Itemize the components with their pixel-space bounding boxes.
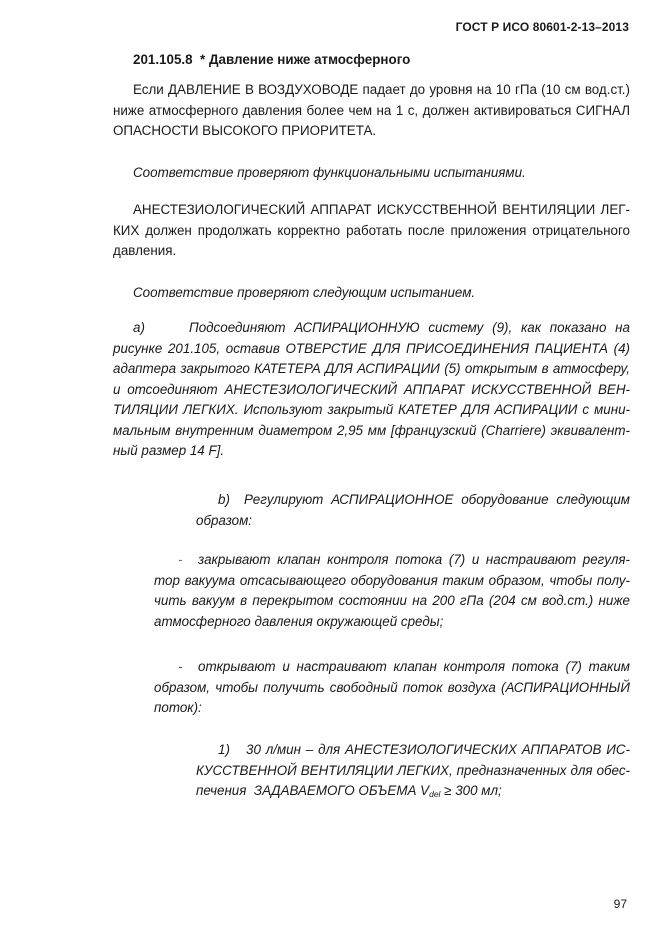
- list-item-line: - закрывают клапан контроля потока (7) и настраивают регуля-: [154, 550, 630, 571]
- list-marker: a): [133, 320, 145, 335]
- list-item-1: [196, 740, 630, 805]
- list-item-line: КУССТВЕННОЙ ВЕНТИЛЯЦИИ ЛЕГКИХ, предназначенных для обес-: [196, 762, 630, 778]
- list-item-line: - открывают и настраивают клапан контроля потока (7) таким: [154, 657, 630, 678]
- section-number: 201.105.8: [133, 52, 193, 67]
- page-number: 97: [613, 897, 627, 911]
- list-item-line: адаптера закрытого КАТЕТЕРА ДЛЯ АСПИРАЦИИ (5) открытым в атмосферу,: [113, 361, 630, 376]
- paragraph-line: КИХ должен продолжать корректно работать после приложения отрицательного: [113, 222, 630, 238]
- paragraph-2: Соответствие проверяют функциональными испытаниями.: [133, 165, 526, 180]
- list-item-line: поток):: [154, 700, 202, 715]
- list-item-line: b) Регулируют АСПИРАЦИОННОЕ оборудование следующим: [196, 490, 630, 511]
- paragraph-line: ниже атмосферного давления более чем на 1 с, должен активироваться СИГНАЛ: [113, 102, 630, 118]
- section-title: * Давление ниже атмосферного: [200, 52, 411, 67]
- section-heading: [133, 50, 630, 71]
- list-item-line: чить вакуум в перекрытом состоянии на 200 гПа (204 см вод.ст.) ниже: [154, 593, 630, 608]
- list-item-a: [113, 318, 630, 462]
- list-item-line: атмосферного давления окружающей среды;: [154, 613, 444, 629]
- list-item-line: образом:: [196, 512, 253, 528]
- paragraph-1: [113, 80, 630, 142]
- list-item-line: ТИЛЯЦИИ ЛЕГКИХ. Используют закрытый КАТЕТЕР ДЛЯ АСПИРАЦИИ с мини-: [113, 402, 630, 417]
- list-item-line: 1) 30 л/мин – для АНЕСТЕЗИОЛОГИЧЕСКИХ АППАРАТОВ ИС-: [196, 740, 630, 761]
- paragraph-3: [113, 200, 630, 262]
- dash-marker: -: [178, 659, 183, 674]
- list-item-line: и отсоединяют АНЕСТЕЗИОЛОГИЧЕСКИЙ АППАРАТ ИСКУССТВЕННОЙ ВЕН-: [113, 381, 630, 397]
- list-item-line: печения ЗАДАВАЕМОГО ОБЪЕМА $V_{del} \ge 300$ мл;: [196, 783, 502, 799]
- list-item-b: [196, 490, 630, 531]
- dash-marker: -: [178, 552, 183, 567]
- paragraph-line: АНЕСТЕЗИОЛОГИЧЕСКИЙ АППАРАТ ИСКУССТВЕННОЙ ВЕНТИЛЯЦИИ ЛЕГ-: [133, 202, 630, 217]
- document-header: ГОСТ Р ИСО 80601-2-13–2013: [455, 20, 629, 34]
- list-item-line: тор вакуума отсасывающего оборудования таким образом, чтобы полу-: [154, 572, 630, 588]
- list-item-line: ный размер 14 F].: [113, 443, 225, 458]
- paragraph-line: ОПАСНОСТИ ВЫСОКОГО ПРИОРИТЕТА.: [113, 123, 377, 138]
- list-marker: b): [218, 492, 230, 507]
- list-item-line: a) Подсоединяют АСПИРАЦИОННУЮ систему (9), как показано на: [113, 318, 630, 339]
- list-item-line: рисунке 201.105, оставив ОТВЕРСТИЕ ДЛЯ ПРИСОЕДИНЕНИЯ ПАЦИЕНТА (4): [113, 340, 630, 356]
- dash-item-2: [154, 657, 630, 719]
- list-marker: 1): [218, 742, 230, 757]
- paragraph-line: давления.: [113, 243, 177, 258]
- paragraph-4: Соответствие проверяют следующим испытанием.: [133, 285, 476, 300]
- list-item-line: образом, чтобы получить свободный поток воздуха (АСПИРАЦИОННЫЙ: [154, 679, 630, 695]
- subscript: del: [429, 789, 441, 799]
- paragraph-line: Если ДАВЛЕНИЕ В ВОЗДУХОВОДЕ падает до уровня на 10 гПа (10 см вод.ст.): [133, 82, 630, 97]
- dash-item-1: [154, 550, 630, 632]
- list-item-line: мальным внутренним диаметром 2,95 мм [французский (Charriere) эквивалент-: [113, 422, 630, 438]
